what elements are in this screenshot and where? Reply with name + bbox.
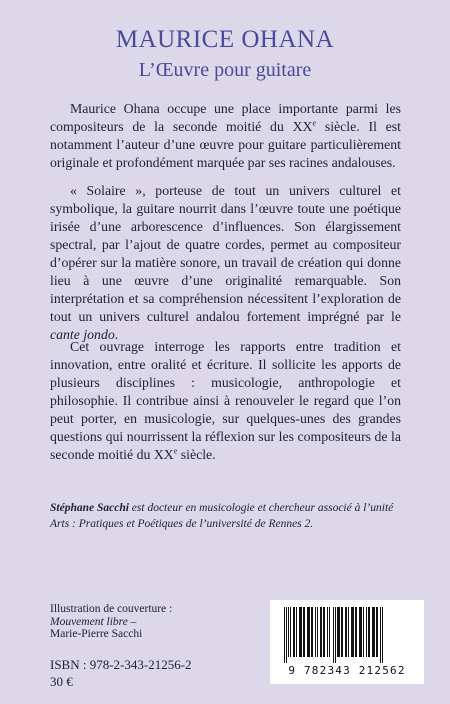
barcode-bar — [296, 607, 297, 657]
barcode-bar — [320, 607, 322, 657]
barcode-bar — [286, 607, 287, 663]
barcode-bar — [317, 607, 318, 657]
paragraph-3 — [50, 338, 401, 464]
barcode-bar — [341, 607, 343, 657]
barcode-bar — [323, 607, 325, 657]
isbn: ISBN : 978-2-343-21256-2 — [50, 657, 192, 672]
barcode-bar — [288, 607, 289, 657]
p2-text-a: « Solaire », porteuse de tout un univers culturel et symbolique, la guitare nourrit dans l’œuvre toute une poétique irisée d’une arborescence d’influences. Son élargissement spectral, par l’ajout de quatre cordes, permet au compositeur d’opérer sur la matière sonore, un travail de création qui donne lieu à une œuvre d’une originalité remarquable. Son interprétation et sa compréhension nécessitent l’exploration de tout un univers culturel andalou fortement imprégné par le — [50, 183, 401, 324]
barcode-bar — [380, 607, 381, 663]
p2-end: . — [114, 327, 119, 342]
barcode-number: 9 782343 212562 — [288, 664, 406, 677]
p3-text-b: siècle. — [177, 447, 216, 462]
barcode-bar — [293, 607, 295, 657]
barcode-bar — [363, 607, 364, 657]
barcode-bar — [366, 607, 367, 657]
barcode-bar — [372, 607, 375, 657]
barcode-bar — [327, 607, 328, 657]
barcode-bar — [329, 607, 330, 657]
barcode-bar — [311, 607, 313, 657]
p1-sup: e — [312, 118, 317, 128]
p2-italic: cante jondo — [50, 327, 115, 342]
p3-text-a: Cet ouvrage interroge les rapports entre tradition et innovation, entre oralité et écriture. Il sollicite les apports de plusieurs disciplines : musicologie, anthropologie et philosophie. Il contribue ainsi à renouveler le regard que l’on peut porter, en musicologie, sur quelques-unes des grandes questions qui nourrissent la réflexion sur les compositeurs de la seconde moitié du XX — [50, 339, 401, 462]
barcode-bar — [284, 607, 285, 663]
barcode-bar — [345, 607, 347, 657]
p3-sup: e — [173, 446, 178, 456]
barcode-bar — [333, 607, 334, 663]
author-name: Stéphane Sacchi — [50, 502, 129, 514]
paragraph-1 — [50, 100, 401, 172]
author-bio-text: est docteur en musicologie et chercheur associé à l’unité Arts : Pratiques et Poétiques de l’université de Rennes 2. — [50, 502, 394, 530]
paragraph-2 — [50, 182, 401, 344]
barcode-bar — [307, 607, 310, 657]
cover-credit — [50, 603, 250, 641]
barcode-bars — [280, 607, 414, 663]
barcode — [270, 600, 424, 684]
price: 30 € — [50, 674, 73, 689]
barcode-bar — [299, 607, 302, 657]
barcode-bar — [351, 607, 354, 657]
book-subtitle: L’Œuvre pour guitare — [138, 59, 312, 81]
credit-work: Mouvement libre – — [50, 615, 137, 628]
barcode-bar — [315, 607, 316, 657]
barcode-bar — [348, 607, 349, 657]
barcode-bar — [335, 607, 336, 663]
barcode-bar — [382, 607, 383, 663]
barcode-bar — [355, 607, 357, 657]
credit-label: Illustration de couverture : — [50, 603, 173, 615]
barcode-bar — [303, 607, 305, 657]
credit-artist: Marie-Pierre Sacchi — [50, 628, 143, 640]
p1-text-a: Maurice Ohana occupe une place importante parmi les compositeurs de la seconde moitié du XX — [50, 101, 401, 134]
p1-text-b: siècle. Il est notamment l’auteur d’une œuvre pour guitare particulièrement originale et profondément marquée par ses racines andalouses. — [50, 119, 401, 170]
barcode-bar — [359, 607, 362, 657]
author-bio — [50, 500, 410, 532]
book-title: MAURICE OHANA — [115, 26, 335, 53]
barcode-bar — [337, 607, 340, 657]
barcode-bar — [368, 607, 370, 657]
barcode-bar — [290, 607, 291, 657]
barcode-bar — [376, 607, 378, 657]
